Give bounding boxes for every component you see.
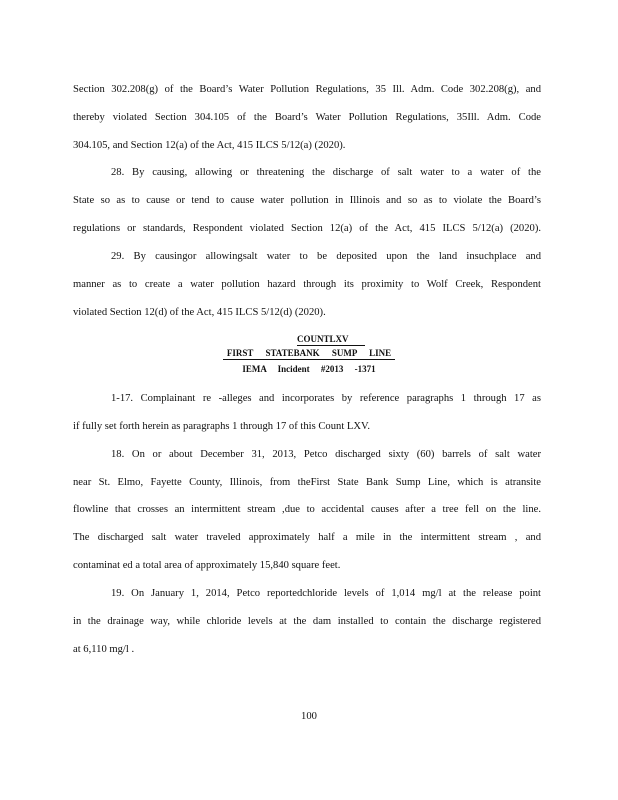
paragraph-intro-line: 304.105, and Section 12(a) of the Act, 415 ILCS 5/12(a) (2020). [73, 140, 346, 151]
paragraph-19-line: in the drainage way, while chloride levels at the dam installed to contain the discharge registered [73, 616, 541, 627]
paragraph-28-line: State so as to cause or tend to cause water pollution in Illinois and so as to violate the Board’s [73, 195, 541, 206]
count-heading-subtitle: FIRST STATEBANK SUMP LINE [0, 348, 618, 360]
paragraph-1-17-line: if fully set forth herein as paragraphs 1 through 17 of this Count LXV. [73, 421, 370, 432]
paragraph-intro-line: Section 302.208(g) of the Board’s Water Pollution Regulations, 35 Ill. Adm. Code 302.208(g), and [73, 84, 541, 95]
paragraph-18-line: contaminat ed a total area of approximately 15,840 square feet. [73, 560, 341, 571]
count-heading-incident: IEMA Incident #2013 -1371 [242, 364, 376, 374]
paragraph-19-line: at 6,110 mg/l . [73, 644, 135, 655]
page-number: 100 [301, 711, 317, 722]
paragraph-1-17-line: 1-17. Complainant re -alleges and incorporates by reference paragraphs 1 through 17 as [111, 393, 541, 404]
paragraph-18-line: The discharged salt water traveled approximately half a mile in the intermittent stream , and [73, 532, 541, 543]
paragraph-intro-line: thereby violated Section 304.105 of the Board’s Water Pollution Regulations, 35Ill. Adm. Code [73, 112, 541, 123]
paragraph-29-line: violated Section 12(d) of the Act, 415 ILCS 5/12(d) (2020). [73, 307, 326, 318]
count-heading-title: COUNTLXV [0, 334, 618, 346]
paragraph-29-line: 29. By causingor allowingsalt water to be deposited upon the land insuchplace and [111, 251, 541, 262]
paragraph-29-line: manner as to create a water pollution hazard through its proximity to Wolf Creek, Respondent [73, 279, 541, 290]
paragraph-18-line: flowline that crosses an intermittent stream ,due to accidental causes after a tree fell on the line. [73, 504, 541, 515]
paragraph-18-line: near St. Elmo, Fayette County, Illinois, from theFirst State Bank Sump Line, which is atransite [73, 477, 541, 488]
paragraph-28-line: 28. By causing, allowing or threatening the discharge of salt water to a water of the [111, 167, 541, 178]
paragraph-28-line: regulations or standards, Respondent violated Section 12(a) of the Act, 415 ILCS 5/12(a) (2020). [73, 223, 541, 234]
paragraph-19-line: 19. On January 1, 2014, Petco reportedchloride levels of 1,014 mg/l at the release point [111, 588, 541, 599]
paragraph-18-line: 18. On or about December 31, 2013, Petco discharged sixty (60) barrels of salt water [111, 449, 541, 460]
